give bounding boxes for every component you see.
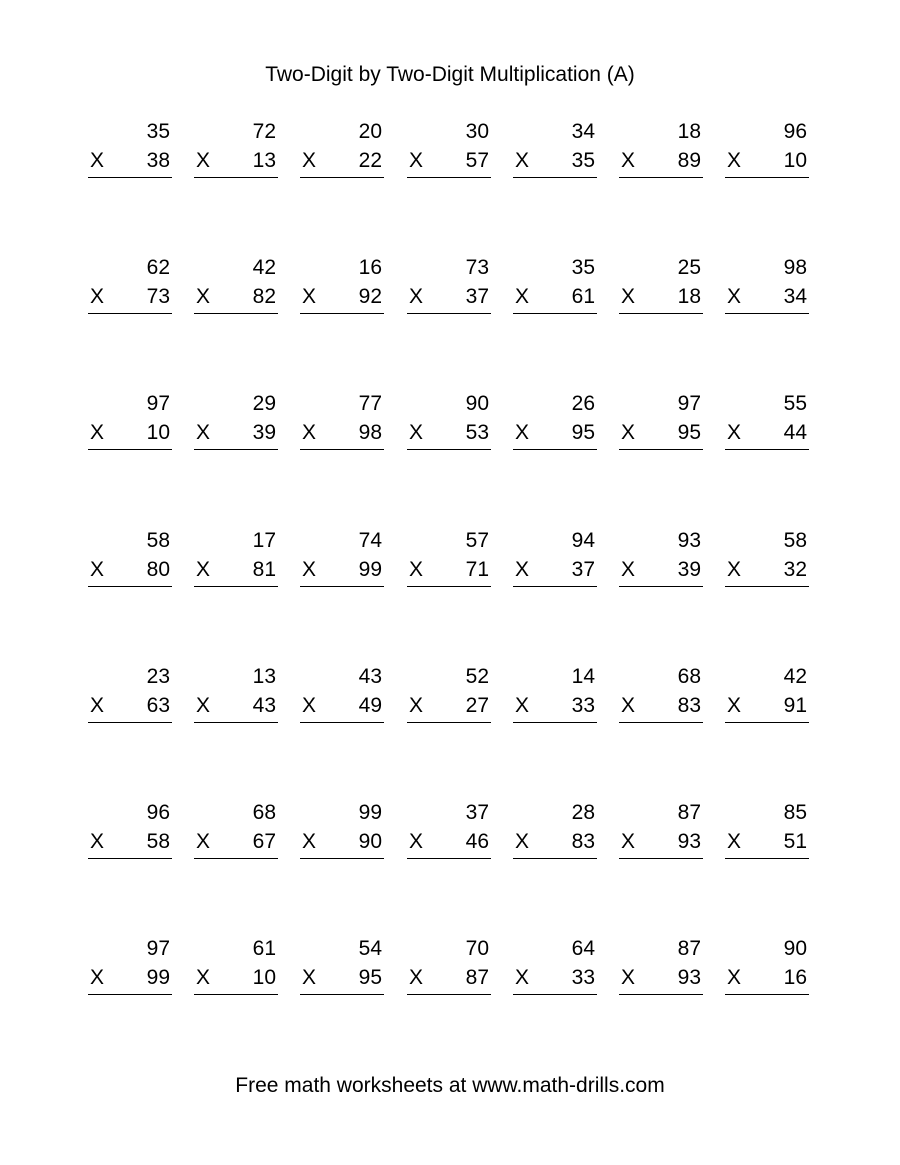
multiplication-problem xyxy=(515,392,595,454)
multiply-sign: X xyxy=(409,558,424,581)
multiplicand: 26 xyxy=(571,392,595,415)
multiplication-problem xyxy=(621,120,701,182)
answer-line xyxy=(194,177,278,178)
answer-line xyxy=(407,994,491,995)
multiplication-problem xyxy=(196,801,276,863)
multiply-sign: X xyxy=(621,966,636,989)
multiply-sign: X xyxy=(302,285,317,308)
multiply-sign: X xyxy=(515,285,530,308)
multiplicand: 37 xyxy=(465,801,489,824)
multiplicand: 90 xyxy=(465,392,489,415)
multiplicand: 54 xyxy=(358,937,382,960)
answer-line xyxy=(513,177,597,178)
multiply-sign: X xyxy=(727,285,742,308)
answer-line xyxy=(194,722,278,723)
multiplier: 35 xyxy=(571,149,595,172)
multiplier: 80 xyxy=(146,558,170,581)
multiplicand: 70 xyxy=(465,937,489,960)
multiplicand: 57 xyxy=(465,529,489,552)
multiplier: 37 xyxy=(571,558,595,581)
multiply-sign: X xyxy=(621,149,636,172)
multiplication-problem xyxy=(409,256,489,318)
multiplier: 98 xyxy=(358,421,382,444)
multiplier: 44 xyxy=(783,421,807,444)
multiplier: 99 xyxy=(358,558,382,581)
multiplication-problem xyxy=(621,256,701,318)
multiplier: 32 xyxy=(783,558,807,581)
answer-line xyxy=(725,994,809,995)
answer-line xyxy=(407,177,491,178)
answer-line xyxy=(88,994,172,995)
multiplication-problem xyxy=(302,392,382,454)
answer-line xyxy=(194,313,278,314)
multiplier: 22 xyxy=(358,149,382,172)
answer-line xyxy=(619,449,703,450)
multiplicand: 29 xyxy=(252,392,276,415)
multiply-sign: X xyxy=(90,421,105,444)
answer-line xyxy=(513,858,597,859)
answer-line xyxy=(725,449,809,450)
answer-line xyxy=(300,449,384,450)
multiplier: 57 xyxy=(465,149,489,172)
multiplicand: 99 xyxy=(358,801,382,824)
multiplicand: 94 xyxy=(571,529,595,552)
answer-line xyxy=(194,858,278,859)
multiplier: 46 xyxy=(465,830,489,853)
multiply-sign: X xyxy=(727,830,742,853)
multiplicand: 74 xyxy=(358,529,382,552)
multiplication-problem xyxy=(515,665,595,727)
multiplier: 99 xyxy=(146,966,170,989)
answer-line xyxy=(725,722,809,723)
multiplication-problem xyxy=(90,665,170,727)
multiply-sign: X xyxy=(196,830,211,853)
multiplicand: 90 xyxy=(783,937,807,960)
multiplier: 73 xyxy=(146,285,170,308)
multiplier: 37 xyxy=(465,285,489,308)
multiplicand: 18 xyxy=(677,120,701,143)
multiplicand: 25 xyxy=(677,256,701,279)
answer-line xyxy=(619,722,703,723)
multiply-sign: X xyxy=(90,694,105,717)
multiplicand: 43 xyxy=(358,665,382,688)
multiplicand: 52 xyxy=(465,665,489,688)
multiply-sign: X xyxy=(621,694,636,717)
multiplicand: 34 xyxy=(571,120,595,143)
answer-line xyxy=(513,586,597,587)
multiply-sign: X xyxy=(90,966,105,989)
multiplication-problem xyxy=(727,529,807,591)
multiplicand: 13 xyxy=(252,665,276,688)
answer-line xyxy=(88,177,172,178)
multiplication-problem xyxy=(621,665,701,727)
answer-line xyxy=(300,313,384,314)
multiply-sign: X xyxy=(302,830,317,853)
multiplicand: 55 xyxy=(783,392,807,415)
multiplicand: 42 xyxy=(252,256,276,279)
multiply-sign: X xyxy=(409,421,424,444)
multiply-sign: X xyxy=(515,694,530,717)
multiply-sign: X xyxy=(515,558,530,581)
multiplier: 83 xyxy=(677,694,701,717)
footer-text: Free math worksheets at www.math-drills.com xyxy=(235,1074,665,1097)
multiplication-problem xyxy=(409,801,489,863)
multiplication-problem xyxy=(196,120,276,182)
multiplicand: 98 xyxy=(783,256,807,279)
multiply-sign: X xyxy=(409,149,424,172)
multiply-sign: X xyxy=(621,830,636,853)
multiply-sign: X xyxy=(196,694,211,717)
multiplication-problem xyxy=(727,937,807,999)
multiplication-problem xyxy=(90,529,170,591)
multiplier: 39 xyxy=(252,421,276,444)
multiplicand: 62 xyxy=(146,256,170,279)
multiply-sign: X xyxy=(302,421,317,444)
multiplier: 90 xyxy=(358,830,382,853)
multiplier: 83 xyxy=(571,830,595,853)
multiplicand: 96 xyxy=(146,801,170,824)
multiplicand: 16 xyxy=(358,256,382,279)
multiplication-problem xyxy=(196,665,276,727)
multiplier: 67 xyxy=(252,830,276,853)
answer-line xyxy=(407,722,491,723)
multiplicand: 28 xyxy=(571,801,595,824)
multiply-sign: X xyxy=(409,966,424,989)
multiplication-problem xyxy=(90,120,170,182)
multiplication-problem xyxy=(196,392,276,454)
worksheet-title: Two-Digit by Two-Digit Multiplication (A) xyxy=(265,63,635,86)
multiplicand: 20 xyxy=(358,120,382,143)
multiply-sign: X xyxy=(196,421,211,444)
multiplication-problem xyxy=(90,801,170,863)
answer-line xyxy=(725,313,809,314)
multiplier: 58 xyxy=(146,830,170,853)
multiply-sign: X xyxy=(302,694,317,717)
multiplication-problem xyxy=(409,665,489,727)
answer-line xyxy=(407,313,491,314)
multiply-sign: X xyxy=(409,694,424,717)
multiplication-problem xyxy=(621,529,701,591)
answer-line xyxy=(407,586,491,587)
multiply-sign: X xyxy=(90,285,105,308)
multiplication-problem xyxy=(409,392,489,454)
answer-line xyxy=(300,177,384,178)
multiplicand: 30 xyxy=(465,120,489,143)
multiplicand: 58 xyxy=(783,529,807,552)
multiplication-problem xyxy=(515,529,595,591)
multiplicand: 77 xyxy=(358,392,382,415)
answer-line xyxy=(725,177,809,178)
multiply-sign: X xyxy=(302,966,317,989)
multiplication-problem xyxy=(409,529,489,591)
multiplicand: 68 xyxy=(252,801,276,824)
multiply-sign: X xyxy=(196,966,211,989)
answer-line xyxy=(725,586,809,587)
multiplicand: 61 xyxy=(252,937,276,960)
answer-line xyxy=(194,449,278,450)
multiplicand: 97 xyxy=(146,392,170,415)
multiply-sign: X xyxy=(621,421,636,444)
multiplication-problem xyxy=(727,392,807,454)
multiplication-problem xyxy=(515,256,595,318)
multiplication-problem xyxy=(409,937,489,999)
multiplier: 71 xyxy=(465,558,489,581)
multiplier: 81 xyxy=(252,558,276,581)
multiplier: 93 xyxy=(677,830,701,853)
multiplicand: 35 xyxy=(571,256,595,279)
multiplicand: 23 xyxy=(146,665,170,688)
multiplier: 43 xyxy=(252,694,276,717)
multiplicand: 97 xyxy=(677,392,701,415)
multiplicand: 87 xyxy=(677,937,701,960)
multiplier: 95 xyxy=(677,421,701,444)
multiplication-problem xyxy=(515,801,595,863)
multiplicand: 42 xyxy=(783,665,807,688)
multiply-sign: X xyxy=(727,558,742,581)
multiplier: 61 xyxy=(571,285,595,308)
multiplier: 33 xyxy=(571,966,595,989)
multiplier: 95 xyxy=(358,966,382,989)
multiplier: 13 xyxy=(252,149,276,172)
multiply-sign: X xyxy=(515,966,530,989)
multiplier: 93 xyxy=(677,966,701,989)
multiplicand: 64 xyxy=(571,937,595,960)
multiply-sign: X xyxy=(515,149,530,172)
multiplication-problem xyxy=(302,665,382,727)
multiplier: 82 xyxy=(252,285,276,308)
multiply-sign: X xyxy=(727,149,742,172)
multiplication-problem xyxy=(302,256,382,318)
answer-line xyxy=(194,994,278,995)
multiply-sign: X xyxy=(621,558,636,581)
multiply-sign: X xyxy=(621,285,636,308)
multiplication-problem xyxy=(90,937,170,999)
multiplier: 39 xyxy=(677,558,701,581)
multiplication-problem xyxy=(727,801,807,863)
multiply-sign: X xyxy=(409,285,424,308)
multiply-sign: X xyxy=(515,421,530,444)
multiplier: 49 xyxy=(358,694,382,717)
multiplicand: 58 xyxy=(146,529,170,552)
multiplier: 95 xyxy=(571,421,595,444)
answer-line xyxy=(88,858,172,859)
answer-line xyxy=(619,313,703,314)
multiplication-problem xyxy=(196,529,276,591)
answer-line xyxy=(300,858,384,859)
multiplier: 16 xyxy=(783,966,807,989)
answer-line xyxy=(407,449,491,450)
multiplier: 10 xyxy=(783,149,807,172)
multiplicand: 68 xyxy=(677,665,701,688)
answer-line xyxy=(88,722,172,723)
multiplier: 53 xyxy=(465,421,489,444)
answer-line xyxy=(300,994,384,995)
multiplicand: 96 xyxy=(783,120,807,143)
multiplicand: 72 xyxy=(252,120,276,143)
multiplier: 51 xyxy=(783,830,807,853)
multiplication-problem xyxy=(196,937,276,999)
multiplier: 38 xyxy=(146,149,170,172)
multiplication-problem xyxy=(90,256,170,318)
multiplier: 34 xyxy=(783,285,807,308)
answer-line xyxy=(88,313,172,314)
multiply-sign: X xyxy=(196,558,211,581)
multiply-sign: X xyxy=(90,558,105,581)
answer-line xyxy=(513,313,597,314)
multiply-sign: X xyxy=(90,149,105,172)
answer-line xyxy=(88,586,172,587)
multiplier: 89 xyxy=(677,149,701,172)
answer-line xyxy=(407,858,491,859)
multiply-sign: X xyxy=(409,830,424,853)
multiply-sign: X xyxy=(727,421,742,444)
multiplier: 87 xyxy=(465,966,489,989)
multiplier: 33 xyxy=(571,694,595,717)
answer-line xyxy=(513,449,597,450)
multiplicand: 93 xyxy=(677,529,701,552)
multiplier: 18 xyxy=(677,285,701,308)
answer-line xyxy=(619,858,703,859)
multiplication-problem xyxy=(302,120,382,182)
multiplier: 92 xyxy=(358,285,382,308)
multiplier: 10 xyxy=(146,421,170,444)
multiplication-problem xyxy=(90,392,170,454)
multiplicand: 97 xyxy=(146,937,170,960)
answer-line xyxy=(725,858,809,859)
multiply-sign: X xyxy=(727,966,742,989)
multiply-sign: X xyxy=(727,694,742,717)
multiply-sign: X xyxy=(302,149,317,172)
answer-line xyxy=(513,722,597,723)
multiplication-problem xyxy=(621,801,701,863)
multiplier: 10 xyxy=(252,966,276,989)
multiplication-problem xyxy=(727,256,807,318)
multiply-sign: X xyxy=(196,285,211,308)
multiplication-problem xyxy=(196,256,276,318)
answer-line xyxy=(513,994,597,995)
multiplicand: 87 xyxy=(677,801,701,824)
answer-line xyxy=(88,449,172,450)
multiplicand: 35 xyxy=(146,120,170,143)
multiplication-problem xyxy=(302,529,382,591)
answer-line xyxy=(619,177,703,178)
multiplicand: 17 xyxy=(252,529,276,552)
multiplicand: 85 xyxy=(783,801,807,824)
multiplier: 91 xyxy=(783,694,807,717)
multiply-sign: X xyxy=(302,558,317,581)
multiply-sign: X xyxy=(196,149,211,172)
multiplication-problem xyxy=(302,801,382,863)
answer-line xyxy=(300,586,384,587)
multiplication-problem xyxy=(621,392,701,454)
multiply-sign: X xyxy=(515,830,530,853)
multiplication-problem xyxy=(727,665,807,727)
multiplication-problem xyxy=(515,120,595,182)
multiplication-problem xyxy=(409,120,489,182)
answer-line xyxy=(619,994,703,995)
answer-line xyxy=(300,722,384,723)
multiplication-problem xyxy=(302,937,382,999)
multiplicand: 73 xyxy=(465,256,489,279)
multiplicand: 14 xyxy=(571,665,595,688)
multiplication-problem xyxy=(515,937,595,999)
multiply-sign: X xyxy=(90,830,105,853)
multiplier: 27 xyxy=(465,694,489,717)
answer-line xyxy=(619,586,703,587)
multiplication-problem xyxy=(727,120,807,182)
answer-line xyxy=(194,586,278,587)
multiplier: 63 xyxy=(146,694,170,717)
multiplication-problem xyxy=(621,937,701,999)
